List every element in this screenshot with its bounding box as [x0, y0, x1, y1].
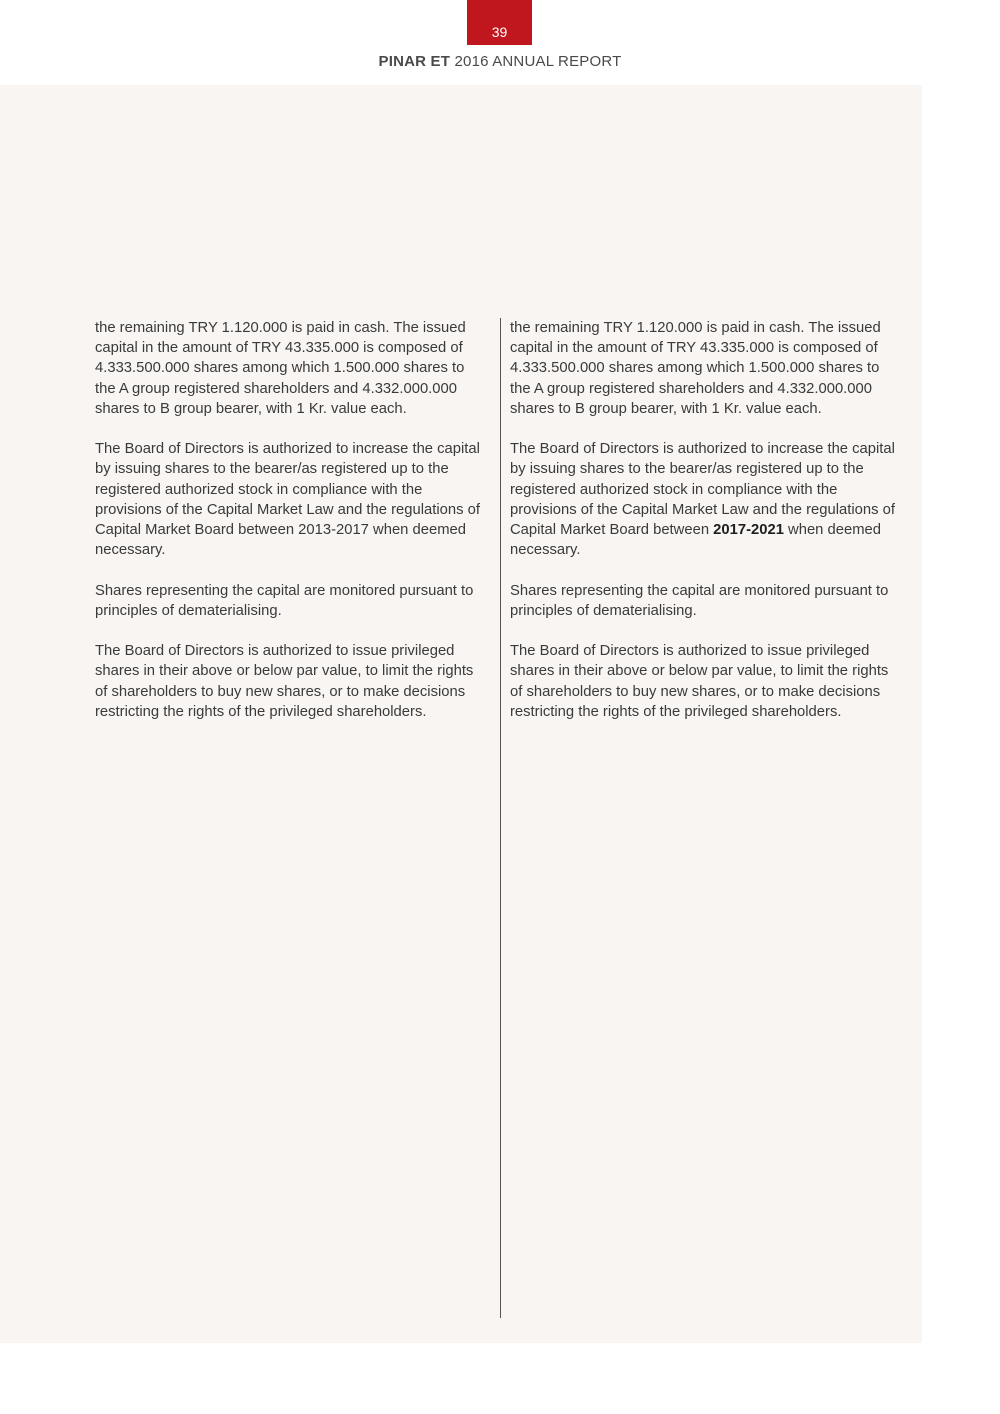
report-title: 2016 ANNUAL REPORT: [454, 53, 622, 70]
left-paragraph-board-authorization: The Board of Directors is authorized to increase the capital by issuing shares to the bearer/as registered up to the registered authorized stock in compliance with the provisions of the Capital Market Law and the regulations of Capital Market Board between 2013-2017 when deemed necessary.: [95, 441, 480, 559]
left-column: [95, 318, 487, 742]
report-header: [0, 53, 1000, 70]
right-paragraph-privileged-shares: The Board of Directors is authorized to issue privileged shares in their above or below par value, to limit the rights of shareholders to buy new shares, or to make decisions restricting the rights of the privileged shareholders.: [510, 643, 889, 720]
page-number: 39: [491, 24, 508, 40]
page-number-badge: [467, 0, 532, 45]
right-paragraph-board-authorization: [510, 439, 902, 560]
left-paragraph-privileged-shares: The Board of Directors is authorized to issue privileged shares in their above or below par value, to limit the rights of shareholders to buy new shares, or to make decisions restricting the rights of the privileged shareholders.: [95, 643, 474, 720]
brand-name: PINAR ET: [378, 53, 451, 70]
left-paragraph-dematerialising: Shares representing the capital are monitored pursuant to principles of dematerialising.: [95, 582, 474, 619]
column-divider: [500, 318, 501, 1318]
right-column: [510, 318, 902, 742]
right-paragraph-board-text-start: The Board of Directors is authorized to increase the capital by issuing shares to the bearer/as registered up to the registered authorized stock in compliance with the provisions of the Capital Market Law and the regulations of Capital Market Board between: [510, 441, 895, 539]
left-paragraph-capital: the remaining TRY 1.120.000 is paid in cash. The issued capital in the amount of TRY 43.335.000 is composed of 4.333.500.000 shares among which 1.500.000 shares to the A group registered shareholders and 4.332.000.000 shares to B group bearer, with 1 Kr. value each.: [95, 320, 466, 417]
authorization-period: 2017-2021: [713, 522, 784, 539]
right-paragraph-board-text-end: when deemed necessary.: [510, 522, 881, 559]
right-paragraph-capital: the remaining TRY 1.120.000 is paid in cash. The issued capital in the amount of TRY 43.335.000 is composed of 4.333.500.000 shares among which 1.500.000 shares to the A group registered shareholders and 4.332.000.000 shares to B group bearer, with 1 Kr. value each.: [510, 320, 881, 417]
right-paragraph-dematerialising: Shares representing the capital are monitored pursuant to principles of dematerialising.: [510, 582, 889, 619]
